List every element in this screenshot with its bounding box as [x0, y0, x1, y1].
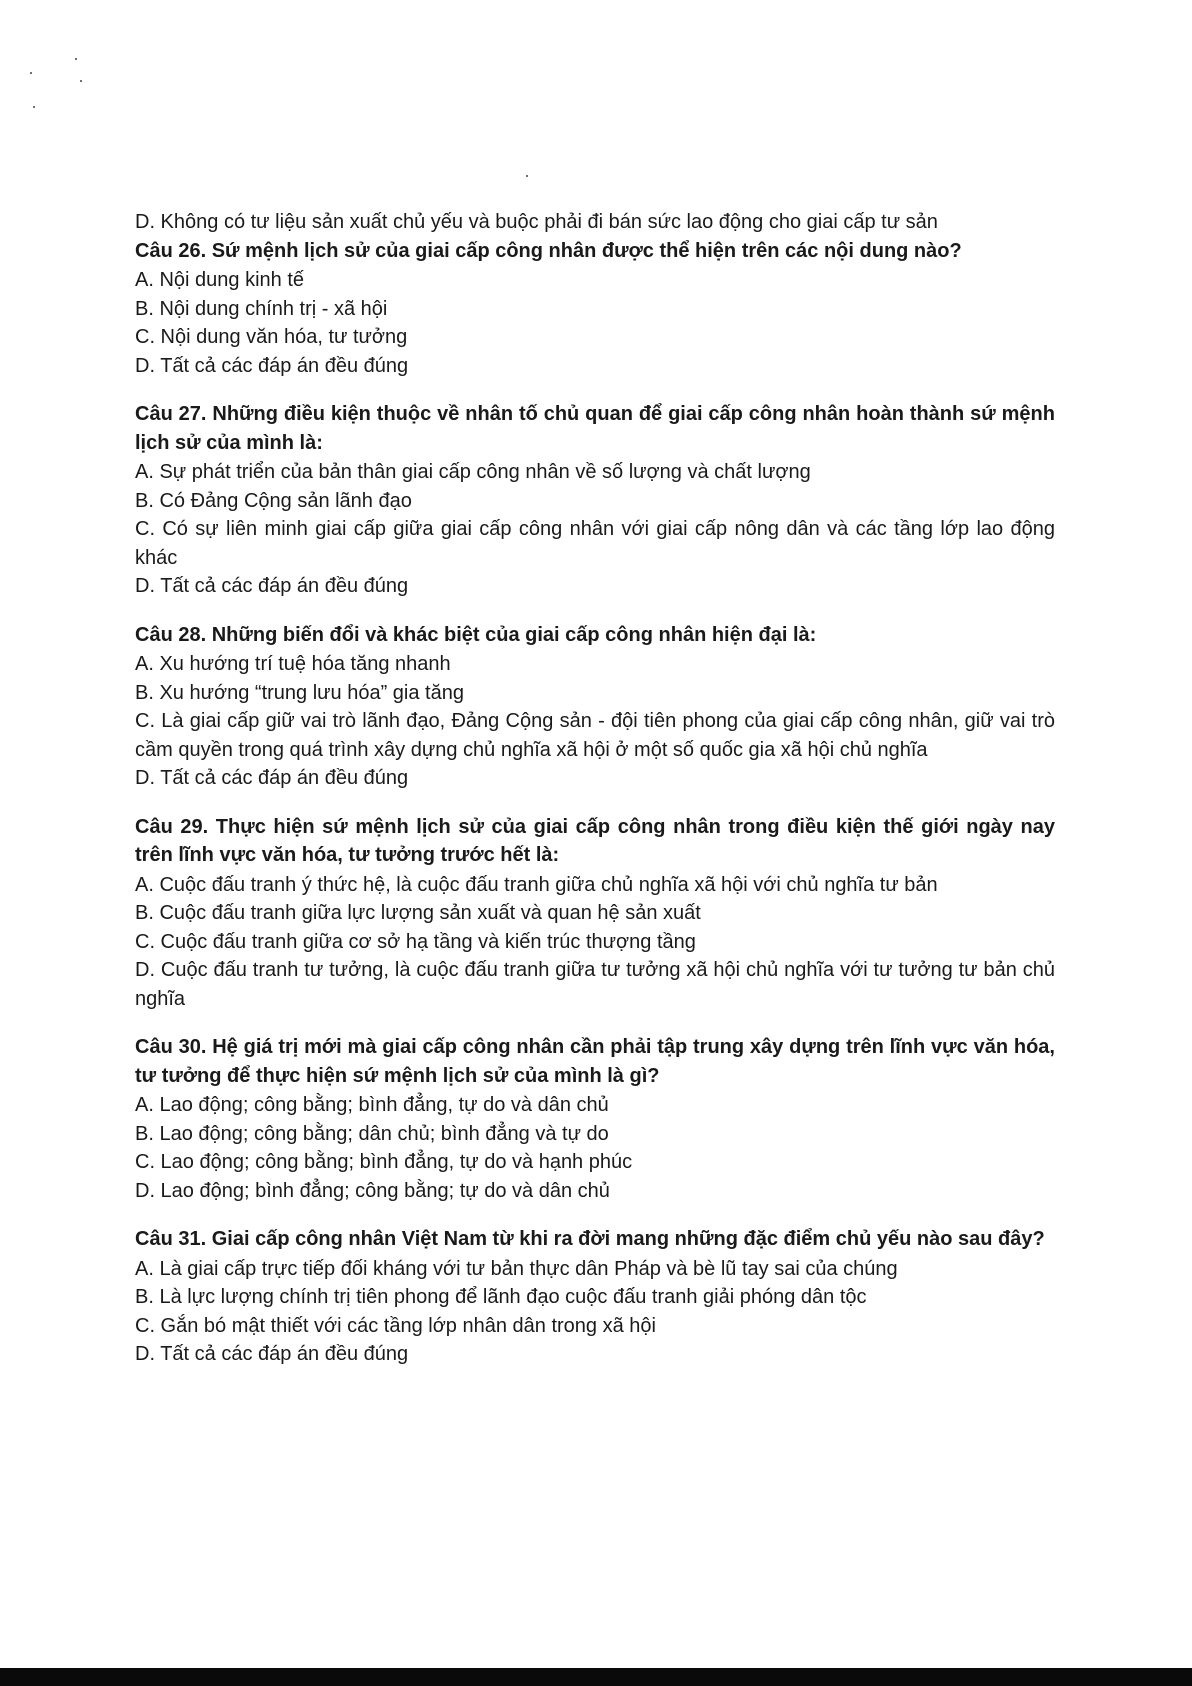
question-text: Thực hiện sứ mệnh lịch sử của giai cấp công nhân trong điều kiện thế giới ngày nay trên lĩnh vực văn hóa, tư tưởng trước hết là:: [135, 815, 1055, 866]
question-title: [135, 813, 1055, 870]
option-a: A. Xu hướng trí tuệ hóa tăng nhanh: [135, 653, 451, 675]
question-title: [135, 1033, 1055, 1090]
question-title: [135, 621, 1055, 650]
scan-speck: [30, 72, 32, 74]
option-b: B. Cuộc đấu tranh giữa lực lượng sản xuất và quan hệ sản xuất: [135, 902, 701, 924]
option-c: C. Lao động; công bằng; bình đẳng, tự do và hạnh phúc: [135, 1151, 633, 1173]
question-number: Câu 30.: [135, 1036, 207, 1058]
question-title: [135, 237, 1055, 266]
question-31: [135, 1225, 1055, 1369]
scan-bottom-edge: [0, 1668, 1192, 1686]
scan-speck: [80, 80, 82, 82]
question-30: [135, 1033, 1055, 1205]
option-c: C. Gắn bó mật thiết với các tầng lớp nhân dân trong xã hội: [135, 1314, 656, 1337]
leading-option: D. Không có tư liệu sản xuất chủ yếu và buộc phải đi bán sức lao động cho giai cấp tư sản: [135, 211, 938, 233]
option-c: C. Là giai cấp giữ vai trò lãnh đạo, Đảng Cộng sản - đội tiên phong của giai cấp công nhân, giữ vai trò cầm quyền trong quá trình xây dựng chủ nghĩa xã hội ở một số quốc gia xã hội chủ nghĩa: [135, 710, 1055, 761]
option-d: D. Cuộc đấu tranh tư tưởng, là cuộc đấu tranh giữa tư tưởng xã hội chủ nghĩa với tư tưởng tư bản chủ nghĩa: [135, 959, 1055, 1010]
document-body: [135, 208, 1055, 1389]
option-c: C. Nội dung văn hóa, tư tưởng: [135, 326, 408, 348]
option-a: A. Cuộc đấu tranh ý thức hệ, là cuộc đấu tranh giữa chủ nghĩa xã hội với chủ nghĩa tư bản: [135, 873, 938, 896]
question-title: [135, 1225, 1055, 1254]
option-d: D. Lao động; bình đẳng; công bằng; tự do và dân chủ: [135, 1179, 610, 1202]
option-b: B. Xu hướng “trung lưu hóa” gia tăng: [135, 681, 464, 704]
question-number: Câu 27.: [135, 403, 207, 425]
option-a: A. Là giai cấp trực tiếp đối kháng với tư bản thực dân Pháp và bè lũ tay sai của chúng: [135, 1257, 898, 1280]
question-text: Giai cấp công nhân Việt Nam từ khi ra đời mang những đặc điểm chủ yếu nào sau đây?: [211, 1228, 1045, 1250]
option-a: A. Lao động; công bằng; bình đẳng, tự do và dân chủ: [135, 1094, 609, 1116]
scan-speck: [33, 106, 35, 108]
question-text: Những điều kiện thuộc về nhân tố chủ quan để giai cấp công nhân hoàn thành sứ mệnh lịch sử của mình là:: [135, 403, 1055, 454]
question-text: Sứ mệnh lịch sử của giai cấp công nhân được thể hiện trên các nội dung nào?: [211, 239, 962, 262]
question-text: Hệ giá trị mới mà giai cấp công nhân cần phải tập trung xây dựng trên lĩnh vực văn hóa, tư tưởng để thực hiện sứ mệnh lịch sử của mình là gì?: [135, 1036, 1055, 1087]
question-29: [135, 813, 1055, 1014]
option-a: A. Sự phát triển của bản thân giai cấp công nhân về số lượng và chất lượng: [135, 461, 811, 483]
option-b: B. Có Đảng Cộng sản lãnh đạo: [135, 489, 412, 512]
option-d: D. Tất cả các đáp án đều đúng: [135, 575, 409, 597]
option-b: B. Là lực lượng chính trị tiên phong để lãnh đạo cuộc đấu tranh giải phóng dân tộc: [135, 1286, 867, 1308]
question-27: [135, 400, 1055, 601]
question-26: [135, 237, 1055, 381]
option-c: C. Có sự liên minh giai cấp giữa giai cấp công nhân với giai cấp nông dân và các tầng lớp lao động khác: [135, 518, 1055, 569]
option-b: B. Nội dung chính trị - xã hội: [135, 297, 388, 320]
question-text: Những biến đổi và khác biệt của giai cấp công nhân hiện đại là:: [211, 623, 817, 646]
scan-speck: [526, 175, 528, 177]
question-number: Câu 26.: [135, 239, 207, 262]
question-number: Câu 31.: [135, 1228, 207, 1250]
option-b: B. Lao động; công bằng; dân chủ; bình đẳng và tự do: [135, 1122, 609, 1145]
option-c: C. Cuộc đấu tranh giữa cơ sở hạ tầng và kiến trúc thượng tầng: [135, 930, 696, 953]
question-number: Câu 28.: [135, 623, 207, 646]
option-d: D. Tất cả các đáp án đều đúng: [135, 1343, 409, 1365]
question-number: Câu 29.: [135, 815, 209, 838]
question-title: [135, 400, 1055, 457]
option-d: D. Tất cả các đáp án đều đúng: [135, 354, 409, 377]
option-d: D. Tất cả các đáp án đều đúng: [135, 767, 409, 789]
option-a: A. Nội dung kinh tế: [135, 269, 304, 291]
scan-speck: [75, 58, 77, 60]
question-28: [135, 621, 1055, 793]
